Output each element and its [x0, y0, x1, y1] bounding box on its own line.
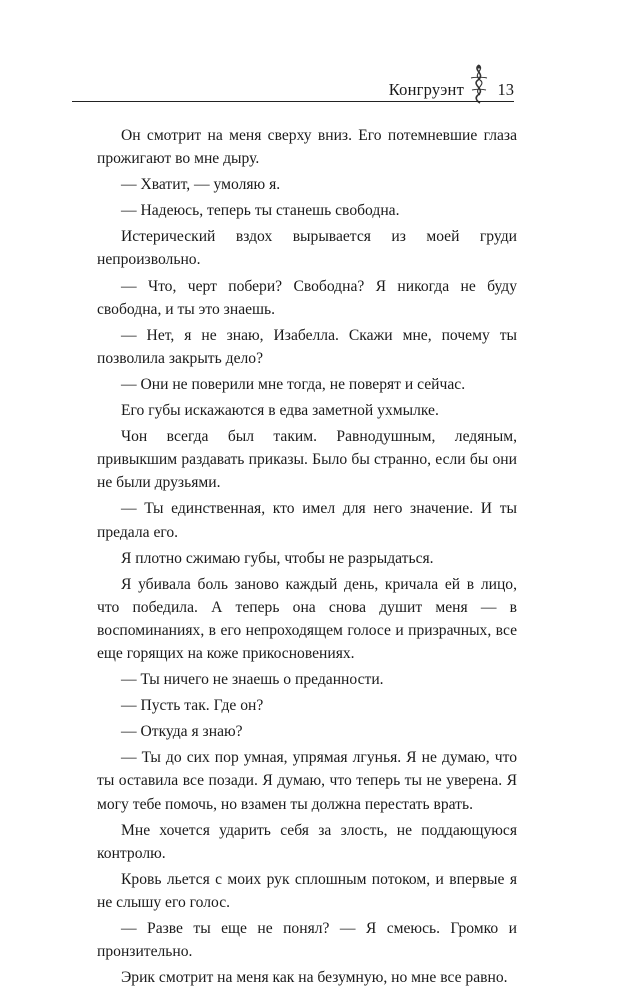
paragraph: — Нет, я не знаю, Изабелла. Скажи мне, почему ты позволила закрыть дело? [97, 326, 517, 367]
paragraph: — Ты до сих пор умная, упрямая лгунья. Я не думаю, что ты оставила все позади. Я думаю, что теперь ты не уверена. Я могу тебе помочь, но взамен ты должна перестать врать. [97, 749, 517, 813]
paragraph: Истерический вздох вырывается из моей груди непроизвольно. [97, 228, 517, 269]
paragraph: Эрик смотрит на меня как на безумную, но мне все равно. [121, 969, 508, 987]
paragraph: Мне хочется ударить себя за злость, не поддающуюся контролю. [97, 821, 517, 862]
paragraph: — Надеюсь, теперь ты станешь свободна. [121, 202, 400, 220]
header-rule [72, 101, 514, 102]
paragraph: — Что, черт побери? Свободна? Я никогда не буду свободна, и ты это знаешь. [97, 277, 517, 318]
paragraph: — Пусть так. Где он? [121, 697, 264, 715]
paragraph: — Ты ничего не знаешь о преданности. [121, 671, 384, 689]
decorative-ornament-icon [466, 64, 492, 104]
paragraph: Кровь льется с моих рук сплошным потоком, и впервые я не слышу его голос. [97, 870, 517, 911]
paragraph: — Хватит, — умоляю я. [121, 176, 281, 194]
paragraph: — Разве ты еще не понял? — Я смеюсь. Громко и пронзительно. [97, 920, 517, 961]
paragraph: — Они не поверили мне тогда, не поверят и сейчас. [121, 375, 466, 393]
paragraph: Его губы искажаются в едва заметной ухмылке. [121, 402, 439, 420]
running-title: Конгруэнт [388, 80, 464, 99]
page-header [72, 64, 514, 104]
paragraph: — Ты единственная, кто имел для него значение. И ты предала его. [97, 500, 517, 541]
paragraph: Он смотрит на меня сверху вниз. Его потемневшие глаза прожигают во мне дыру. [97, 127, 517, 168]
paragraph: Я плотно сжимаю губы, чтобы не разрыдаться. [121, 549, 434, 567]
paragraph: Я убивала боль заново каждый день, кричала ей в лицо, что победила. А теперь она снова душит меня — в воспоминаниях, в его непроходящем голосе и призрачных, все еще горящих на коже прикосновениях. [97, 575, 517, 662]
paragraph: Чон всегда был таким. Равнодушным, ледяным, привыкшим раздавать приказы. Было бы странно, если бы они не были друзьями. [97, 428, 517, 492]
page-number: 13 [497, 80, 514, 99]
page-body [97, 124, 517, 992]
paragraph: — Откуда я знаю? [121, 723, 243, 741]
